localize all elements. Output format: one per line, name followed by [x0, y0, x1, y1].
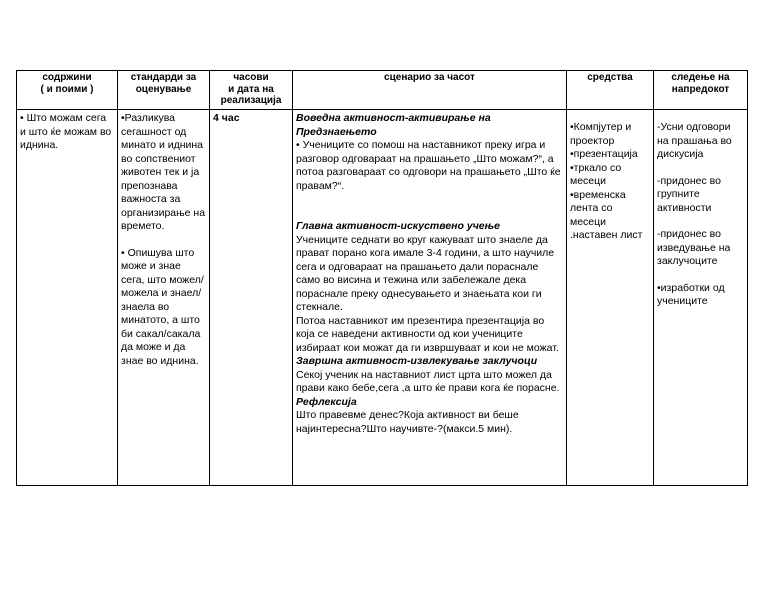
- table-row: [17, 110, 748, 486]
- standard-item: • Опишува што може и знае сега, што можел/можела и знаел/знаела во минатото, а што би сакал/сакала да може и да знае во иднина.: [121, 246, 204, 367]
- header-row: [17, 71, 748, 110]
- standards-cell: [118, 110, 210, 486]
- header-content: содржини ( и поими ): [17, 71, 118, 110]
- header-scenario: сценарио за часот: [293, 71, 567, 110]
- reflection-text: Што правевме денес?Која активност ви беше најинтересна?Што научивте-?(макси.5 мин).: [296, 409, 519, 435]
- intro-heading: Воведна активност-активирање на Предзнаењето: [296, 112, 491, 138]
- final-text: Секој ученик на наставниот лист црта што можел да прави како бебе,сега ,а што ќе прави кога ќе порасне.: [296, 368, 560, 394]
- means-item: •временска лента со месеци: [570, 188, 626, 228]
- hours-cell: [210, 110, 293, 486]
- means-item: •Компјутер и проектор: [570, 121, 632, 147]
- hours-value: 4 час: [213, 112, 240, 124]
- main-text: Учениците седнати во круг кажуваат што знаеле да прават порано кога имале 3-4 години, а што научиле сега и одговараат на прашањето дали пораснале само во висина и тежина или забележале дека пораснале преку однесувањето и знаењата кои ги стекнале.: [296, 233, 555, 313]
- intro-text: • Учениците со помош на наставникот преку игра и разговор одговараат на прашањето „Што можам?“, а потоа разговараат со одговори на прашањето „Што ќе правам?“.: [296, 139, 561, 192]
- header-hours: часови и дата на реализација: [210, 71, 293, 110]
- final-heading: Завршна активност-извлекување заклучоци: [296, 355, 538, 367]
- progress-cell: [654, 110, 748, 486]
- progress-item: -придонес во групните активности: [657, 174, 721, 214]
- reflection-heading: Рефлексија: [296, 395, 357, 408]
- means-item: •тркало со месеци: [570, 161, 622, 187]
- scenario-cell: [293, 110, 567, 486]
- header-standards: стандарди за оценување: [118, 71, 210, 110]
- standard-item: •Разликува сегашност од минато и иднина во сопствениот животен тек и ја препознава важноста за организирање на времето.: [121, 112, 206, 232]
- lesson-plan-table: [16, 70, 748, 486]
- header-means: средства: [567, 71, 654, 110]
- progress-item: -Усни одговори на прашања во дискусија: [657, 121, 732, 160]
- means-cell: [567, 110, 654, 486]
- means-item: •презентација: [570, 148, 638, 160]
- content-item: • Што можам сега и што ќе можам во иднина.: [20, 112, 112, 151]
- progress-item: •изработки од учениците: [657, 281, 725, 307]
- means-item: .наставен лист: [570, 229, 643, 241]
- main-heading: Главна активност-искуствено учење: [296, 220, 501, 232]
- main-text: Потоа наставникот им презентира презентација во која се наведени активности од кои учениците избираат кои можат да ги извршуваат и кои не можат.: [296, 314, 559, 354]
- progress-item: -придонес во изведување на заклучоците: [657, 228, 731, 267]
- header-progress: следење на напредокот: [654, 71, 748, 110]
- content-cell: [17, 110, 118, 486]
